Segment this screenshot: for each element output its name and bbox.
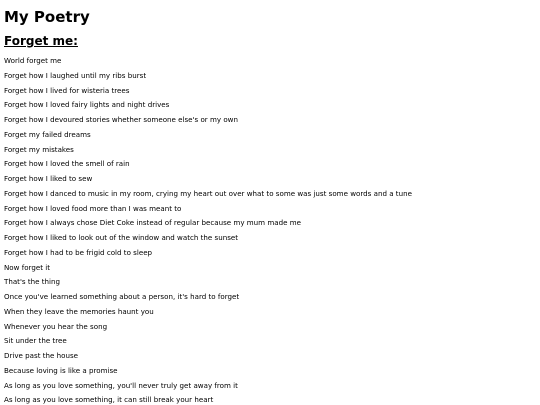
poem-line: Drive past the house: [4, 351, 79, 360]
poem-line: Forget how I liked to look out of the window and watch the sunset: [4, 233, 239, 242]
poem-line: Forget how I loved fairy lights and night drives: [4, 100, 170, 110]
poem-line: Once you've learned something about a person, it's hard to forget: [4, 292, 240, 301]
poem-line: That's the thing: [4, 277, 61, 287]
poem-line: Forget how I laughed until my ribs burst: [4, 70, 147, 80]
poem-line: When they leave the memories haunt you: [4, 306, 154, 316]
poem-lines: [4, 54, 412, 405]
poem-line: Because loving is like a promise: [4, 365, 118, 375]
poem-line: Sit under the tree: [4, 336, 67, 346]
poem-line: Forget how I always chose Diet Coke instead of regular because my mum made me: [4, 218, 302, 228]
poem-line: Forget how I had to be frigid cold to sleep: [4, 247, 153, 257]
poem-line: Forget my failed dreams: [4, 129, 91, 139]
poem-line: Whenever you hear the song: [4, 321, 108, 331]
poem-line: As long as you love something, you'll never truly get away from it: [4, 380, 238, 390]
poem-line: As long as you love something, it can still break your heart: [4, 395, 214, 405]
poem-line: Forget how I danced to music in my room, crying my heart out over what to some was just some words and a tune: [4, 188, 412, 198]
poem-line: Forget how I loved food more than I was meant to: [4, 203, 182, 213]
poem-line: World forget me: [4, 56, 62, 65]
page-title: My Poetry: [4, 8, 90, 26]
poem-line: Forget my mistakes: [4, 144, 74, 154]
poem-line: Now forget it: [4, 262, 50, 272]
poem-title: Forget me:: [4, 34, 78, 48]
poem-line: Forget how I loved the smell of rain: [4, 159, 130, 169]
poem-line: Forget how I liked to sew: [4, 174, 93, 183]
poem-line: Forget how I lived for wisteria trees: [4, 85, 130, 95]
poem-line: Forget how I devoured stories whether someone else's or my own: [4, 115, 238, 124]
